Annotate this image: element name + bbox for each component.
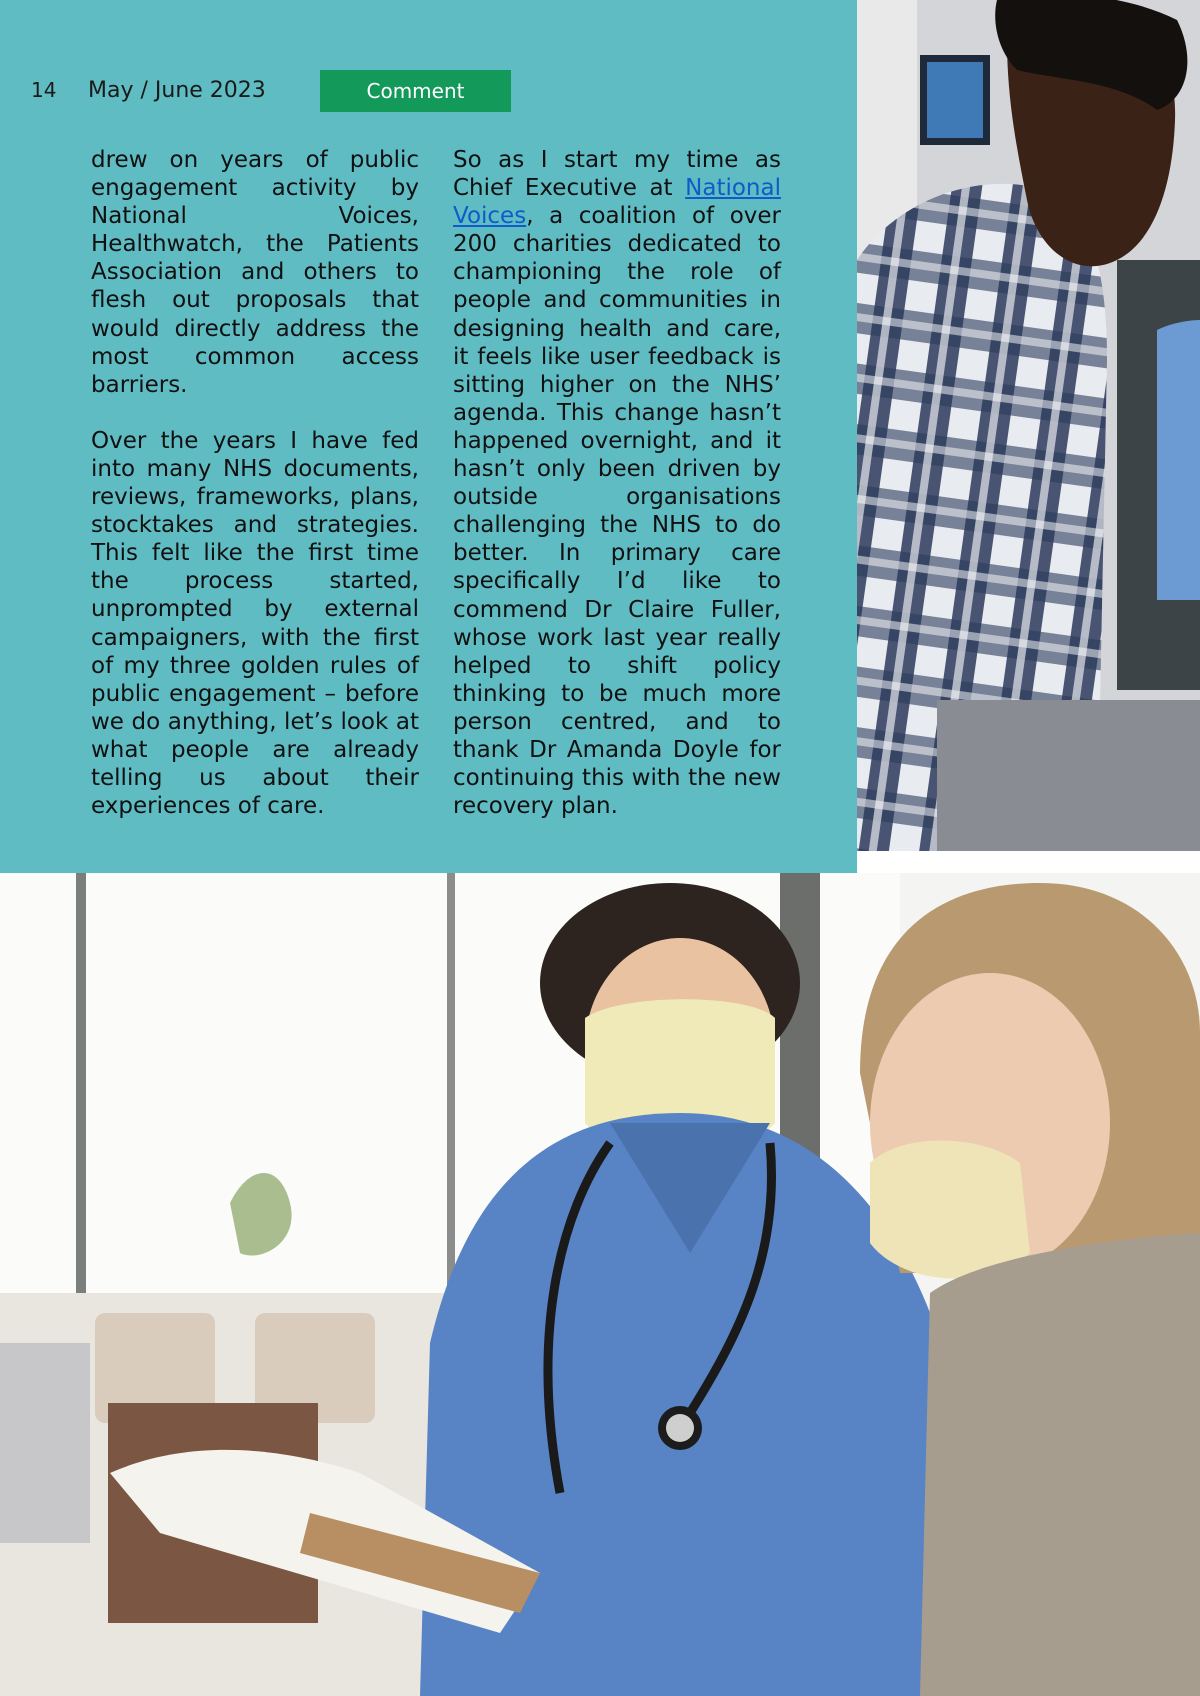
article-column-right (453, 146, 781, 848)
issue-date: May / June 2023 (88, 78, 266, 103)
paragraph-text: , a coalition of over 200 charities dedicated to championing the role of people and communities in designing health and care, it feels like user feedback is sitting higher on the NHS’ agenda. This change hasn’t happened overnight, and it hasn’t only been driven by outside organisations challenging the NHS to do better. In primary care specifically I’d like to commend Dr Claire Fuller, whose work last year really helped to shift policy thinking to be much more person centred, and to thank Dr Amanda Doyle for continuing this with the new recovery plan. (453, 203, 781, 820)
photo-patient-plaid-shirt (857, 0, 1200, 851)
article-column-left (91, 146, 419, 848)
section-badge: Comment (320, 70, 511, 112)
page-number: 14 (31, 78, 57, 102)
teal-text-panel (0, 0, 857, 873)
photo-nurse-with-patient (0, 873, 1200, 1696)
national-voices-link[interactable]: National Voices (453, 175, 781, 230)
article-paragraph: drew on years of public engagement activity by National Voices, Healthwatch, the Patients Association and others to flesh out proposals that would directly address the most common access barriers. (91, 147, 419, 398)
article-paragraph (453, 146, 781, 820)
paragraph-text: So as I start my time as Chief Executive at (453, 147, 781, 202)
article-paragraph: Over the years I have fed into many NHS documents, reviews, frameworks, plans, stocktakes and strategies. This felt like the first time the process started, unprompted by external campaigners, with the first of my three golden rules of public engagement – before we do anything, let’s look at what people are already telling us about their experiences of care. (91, 427, 419, 820)
